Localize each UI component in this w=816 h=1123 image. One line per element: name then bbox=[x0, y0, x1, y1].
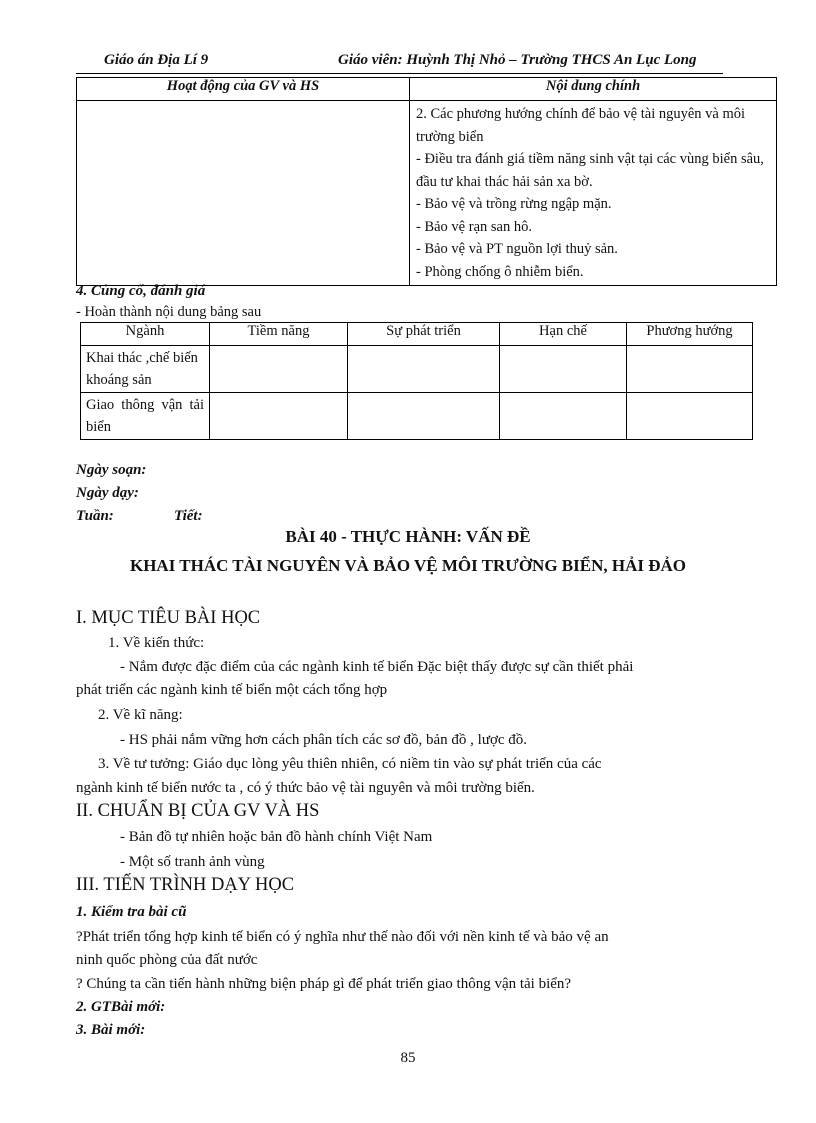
part-1-knowledge: 1. Về kiến thức: bbox=[108, 635, 205, 651]
review-col-header: Sự phát triển bbox=[348, 323, 500, 346]
part-1-attitude-text: ngành kinh tế biển nước ta , có ý thức bảo vệ tài nguyên và môi trường biển. bbox=[76, 780, 535, 796]
activity-table-header bbox=[77, 78, 777, 101]
part-3-heading: III. TIẾN TRÌNH DẠY HỌC bbox=[76, 875, 295, 895]
meta-tuan: Tuần: bbox=[76, 508, 114, 524]
review-empty-cell bbox=[348, 393, 500, 440]
part-1-attitude-text: 3. Về tư tưởng: Giáo dục lòng yêu thiên nhiên, có niềm tin vào sự phát triển của các bbox=[98, 756, 602, 772]
content-line: - Bảo vệ rạn san hô. bbox=[416, 218, 532, 235]
part-3-question: ? Chúng ta cần tiến hành những biện pháp gì để phát triển giao thông vận tải biển? bbox=[76, 976, 572, 992]
part-1-knowledge-text: phát triển các ngành kinh tế biển một cách tổng hợp bbox=[76, 682, 388, 698]
part-3-sub1: 1. Kiểm tra bài cũ bbox=[76, 904, 187, 920]
review-empty-cell bbox=[500, 393, 627, 440]
activity-cell bbox=[77, 101, 410, 286]
review-table-header bbox=[81, 323, 753, 346]
review-table-row bbox=[81, 393, 753, 440]
header-rule bbox=[76, 73, 723, 74]
content-line: - Bảo vệ và trồng rừng ngập mặn. bbox=[416, 196, 612, 212]
part-1-skills-text: - HS phải nắm vững hơn cách phân tích các sơ đồ, bản đồ , lược đồ. bbox=[120, 732, 528, 748]
review-col-header: Tiềm năng bbox=[210, 323, 348, 346]
part-1-knowledge-text: - Nắm được đặc điểm của các ngành kinh tế biển Đặc biệt thấy được sự cần thiết phải bbox=[120, 659, 634, 675]
meta-tiet: Tiết: bbox=[174, 508, 203, 524]
activity-col-header: Hoạt động của GV và HS bbox=[77, 78, 410, 101]
review-col-header: Phương hướng bbox=[627, 323, 753, 346]
part-3-question: ?Phát triển tổng hợp kinh tế biển có ý nghĩa như thế nào đối với nền kinh tế và bảo vệ an bbox=[76, 929, 609, 945]
content-line: 2. Các phương hướng chính để bảo vệ tài nguyên và môi trường biển bbox=[416, 106, 746, 145]
review-row-label: Khai thác ,chế biến khoáng sản bbox=[81, 346, 210, 393]
header-teacher: Giáo viên: Huỳnh Thị Nhỏ – Trường THCS An Lục Long bbox=[338, 52, 697, 68]
lesson-title-line2: KHAI THÁC TÀI NGUYÊN VÀ BẢO VỆ MÔI TRƯỜNG BIỂN, HẢI ĐẢO bbox=[129, 556, 687, 575]
page-header bbox=[76, 52, 776, 74]
lesson-title-line1: BÀI 40 - THỰC HÀNH: VẤN ĐỀ bbox=[285, 527, 531, 546]
review-col-header: Ngành bbox=[81, 323, 210, 346]
content-line: - Phòng chống ô nhiễm biển. bbox=[416, 263, 584, 280]
part-3-sub3: 3. Bài mới: bbox=[76, 1022, 146, 1038]
activity-table bbox=[76, 77, 777, 286]
content-line: - Bảo vệ và PT nguồn lợi thuỷ sản. bbox=[416, 241, 618, 257]
section-4-title: 4. Củng cố, đánh giá bbox=[76, 283, 206, 299]
review-empty-cell bbox=[627, 393, 753, 440]
review-empty-cell bbox=[348, 346, 500, 393]
meta-ngay-soan: Ngày soạn: bbox=[76, 462, 147, 478]
part-3-question: ninh quốc phòng của đất nước bbox=[76, 952, 258, 968]
part-1-heading: I. MỤC TIÊU BÀI HỌC bbox=[76, 608, 261, 628]
section-4-instruction: - Hoàn thành nội dung bảng sau bbox=[76, 304, 262, 320]
review-table-row bbox=[81, 346, 753, 393]
part-2-heading: II. CHUẨN BỊ CỦA GV VÀ HS bbox=[76, 801, 320, 821]
review-empty-cell bbox=[627, 346, 753, 393]
review-row-label: Giao thông vận tải biển bbox=[81, 393, 210, 440]
page-number: 85 bbox=[400, 1050, 416, 1066]
review-table bbox=[80, 322, 753, 440]
review-empty-cell bbox=[210, 393, 348, 440]
content-line: - Điều tra đánh giá tiềm năng sinh vật tại các vùng biển sâu, đầu tư khai thác hải sản xa bờ. bbox=[416, 151, 764, 190]
review-col-header: Hạn chế bbox=[500, 323, 627, 346]
part-2-item: - Bản đồ tự nhiên hoặc bản đồ hành chính Việt Nam bbox=[120, 829, 433, 845]
header-subject: Giáo án Địa Lí 9 bbox=[104, 52, 209, 68]
content-cell bbox=[410, 101, 777, 286]
meta-ngay-day: Ngày dạy: bbox=[76, 485, 139, 501]
review-empty-cell bbox=[210, 346, 348, 393]
review-empty-cell bbox=[500, 346, 627, 393]
part-1-skills: 2. Về kĩ năng: bbox=[98, 707, 183, 723]
activity-table-row bbox=[77, 101, 777, 286]
part-3-sub2: 2. GTBài mới: bbox=[76, 999, 166, 1015]
part-2-item: - Một số tranh ảnh vùng bbox=[120, 854, 265, 870]
content-col-header: Nội dung chính bbox=[410, 78, 777, 101]
